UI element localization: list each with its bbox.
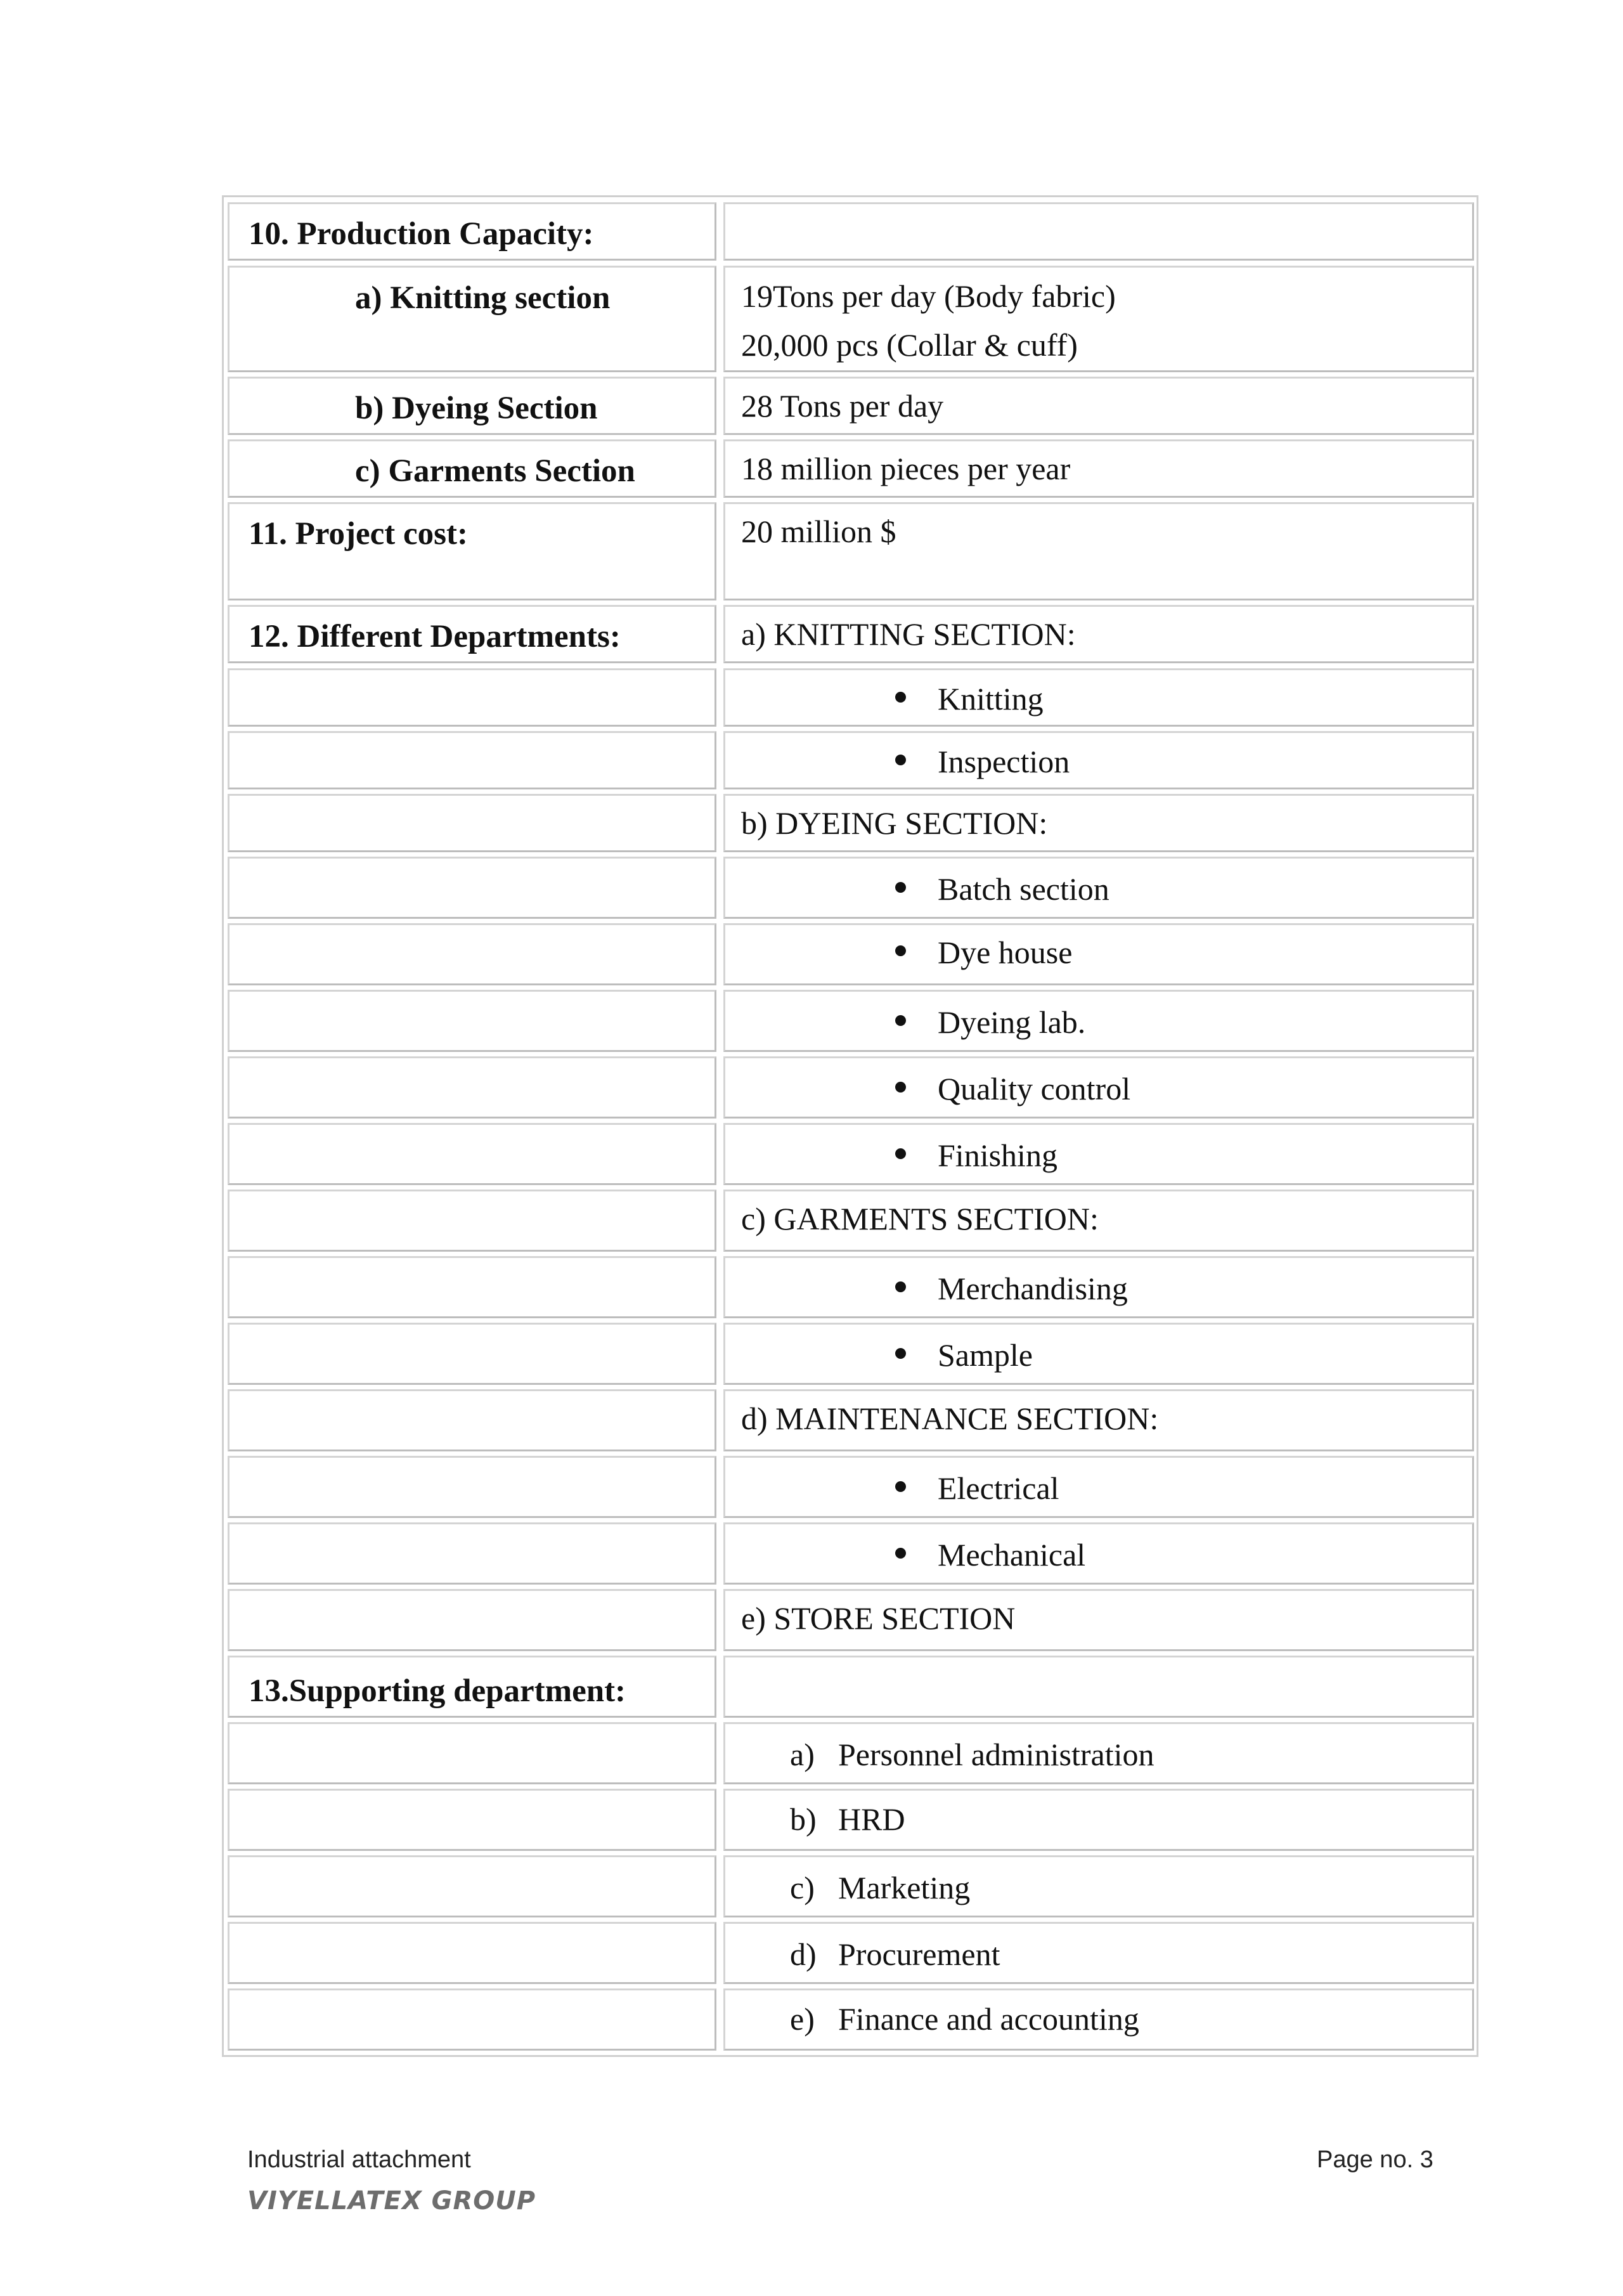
value-cell bbox=[723, 1056, 1474, 1119]
bullet-icon bbox=[895, 945, 906, 956]
value-cell bbox=[723, 202, 1474, 261]
footer-left-text: Industrial attachment bbox=[247, 2146, 471, 2173]
label-cell bbox=[228, 1190, 716, 1252]
bullet-icon bbox=[895, 1481, 906, 1492]
section-heading: e) STORE SECTION bbox=[741, 1600, 1016, 1636]
capacity-departments-table bbox=[222, 195, 1478, 2057]
value-cell bbox=[723, 439, 1474, 498]
list-marker: e) bbox=[790, 2001, 815, 2037]
row-value: 20 million $ bbox=[741, 514, 896, 549]
value-cell bbox=[723, 502, 1474, 600]
value-cell bbox=[723, 1323, 1474, 1385]
label-cell bbox=[228, 1256, 716, 1318]
value-cell bbox=[723, 1855, 1474, 1917]
row-label: 13.Supporting department: bbox=[249, 1673, 626, 1709]
company-logo: VIYELLATEX GROUP bbox=[247, 2186, 536, 2215]
label-cell bbox=[228, 857, 716, 919]
list-marker: a) bbox=[790, 1737, 815, 1772]
label-cell bbox=[228, 377, 716, 435]
bullet-item: Batch section bbox=[938, 871, 1109, 907]
list-marker: b) bbox=[790, 1801, 817, 1837]
label-cell bbox=[228, 1656, 716, 1718]
value-cell bbox=[723, 1656, 1474, 1718]
value-cell bbox=[723, 377, 1474, 435]
list-marker: c) bbox=[790, 1870, 815, 1905]
label-cell bbox=[228, 1389, 716, 1451]
label-cell bbox=[228, 502, 716, 600]
bullet-icon bbox=[895, 1082, 906, 1093]
value-cell bbox=[723, 731, 1474, 789]
list-item: Procurement bbox=[838, 1936, 1000, 1972]
label-cell bbox=[228, 1056, 716, 1119]
value-cell bbox=[723, 668, 1474, 727]
bullet-icon bbox=[895, 882, 906, 893]
row-label: b) Dyeing Section bbox=[355, 391, 598, 426]
row-value: 28 Tons per day bbox=[741, 388, 944, 424]
value-cell bbox=[723, 1589, 1474, 1651]
label-cell bbox=[228, 731, 716, 789]
value-cell bbox=[723, 1522, 1474, 1585]
section-heading: c) GARMENTS SECTION: bbox=[741, 1201, 1099, 1236]
value-cell bbox=[723, 857, 1474, 919]
section-heading: a) KNITTING SECTION: bbox=[741, 616, 1076, 652]
label-cell bbox=[228, 202, 716, 261]
label-cell bbox=[228, 1123, 716, 1185]
bullet-item: Mechanical bbox=[938, 1537, 1086, 1573]
label-cell bbox=[228, 1323, 716, 1385]
section-heading: b) DYEING SECTION: bbox=[741, 805, 1048, 841]
label-cell bbox=[228, 990, 716, 1052]
label-cell bbox=[228, 1922, 716, 1984]
row-label: 10. Production Capacity: bbox=[249, 216, 594, 252]
bullet-icon bbox=[895, 1548, 906, 1559]
bullet-item: Inspection bbox=[938, 744, 1070, 779]
bullet-item: Electrical bbox=[938, 1470, 1059, 1506]
page-number: Page no. 3 bbox=[1317, 2146, 1433, 2173]
label-cell bbox=[228, 1988, 716, 2051]
bullet-icon bbox=[895, 1348, 906, 1359]
bullet-icon bbox=[895, 1281, 906, 1292]
row-label: c) Garments Section bbox=[355, 453, 635, 489]
list-marker: d) bbox=[790, 1936, 817, 1972]
value-cell bbox=[723, 794, 1474, 852]
bullet-icon bbox=[895, 1148, 906, 1159]
bullet-item: Dye house bbox=[938, 935, 1073, 970]
value-cell bbox=[723, 1922, 1474, 1984]
bullet-icon bbox=[895, 1015, 906, 1026]
label-cell bbox=[228, 923, 716, 985]
label-cell bbox=[228, 794, 716, 852]
bullet-item: Sample bbox=[938, 1337, 1033, 1373]
bullet-item: Merchandising bbox=[938, 1271, 1128, 1306]
label-cell bbox=[228, 1589, 716, 1651]
value-cell bbox=[723, 923, 1474, 985]
label-cell bbox=[228, 439, 716, 498]
value-cell bbox=[723, 605, 1474, 663]
label-cell bbox=[228, 1722, 716, 1784]
list-item: Finance and accounting bbox=[838, 2001, 1139, 2037]
value-cell bbox=[723, 1789, 1474, 1851]
label-cell bbox=[228, 668, 716, 727]
label-cell bbox=[228, 1456, 716, 1518]
label-cell bbox=[228, 266, 716, 372]
list-item: Marketing bbox=[838, 1870, 971, 1905]
value-cell bbox=[723, 266, 1474, 372]
value-cell bbox=[723, 990, 1474, 1052]
list-item: Personnel administration bbox=[838, 1737, 1154, 1772]
label-cell bbox=[228, 1522, 716, 1585]
bullet-item: Knitting bbox=[938, 681, 1044, 717]
bullet-icon bbox=[895, 755, 906, 765]
value-cell bbox=[723, 1988, 1474, 2051]
bullet-item: Finishing bbox=[938, 1138, 1057, 1173]
value-cell bbox=[723, 1456, 1474, 1518]
value-cell bbox=[723, 1190, 1474, 1252]
value-cell bbox=[723, 1722, 1474, 1784]
row-label: a) Knitting section bbox=[355, 280, 611, 316]
value-cell bbox=[723, 1389, 1474, 1451]
row-label: 11. Project cost: bbox=[249, 516, 468, 552]
list-item: HRD bbox=[838, 1801, 905, 1837]
label-cell bbox=[228, 605, 716, 663]
bullet-item: Quality control bbox=[938, 1071, 1131, 1106]
row-value: 19Tons per day (Body fabric) bbox=[741, 278, 1116, 314]
label-cell bbox=[228, 1789, 716, 1851]
row-value: 18 million pieces per year bbox=[741, 451, 1071, 486]
value-cell bbox=[723, 1123, 1474, 1185]
row-value: 20,000 pcs (Collar & cuff) bbox=[741, 327, 1078, 363]
label-cell bbox=[228, 1855, 716, 1917]
bullet-item: Dyeing lab. bbox=[938, 1004, 1086, 1040]
row-label: 12. Different Departments: bbox=[249, 619, 621, 654]
section-heading: d) MAINTENANCE SECTION: bbox=[741, 1401, 1159, 1436]
bullet-icon bbox=[895, 692, 906, 703]
value-cell bbox=[723, 1256, 1474, 1318]
